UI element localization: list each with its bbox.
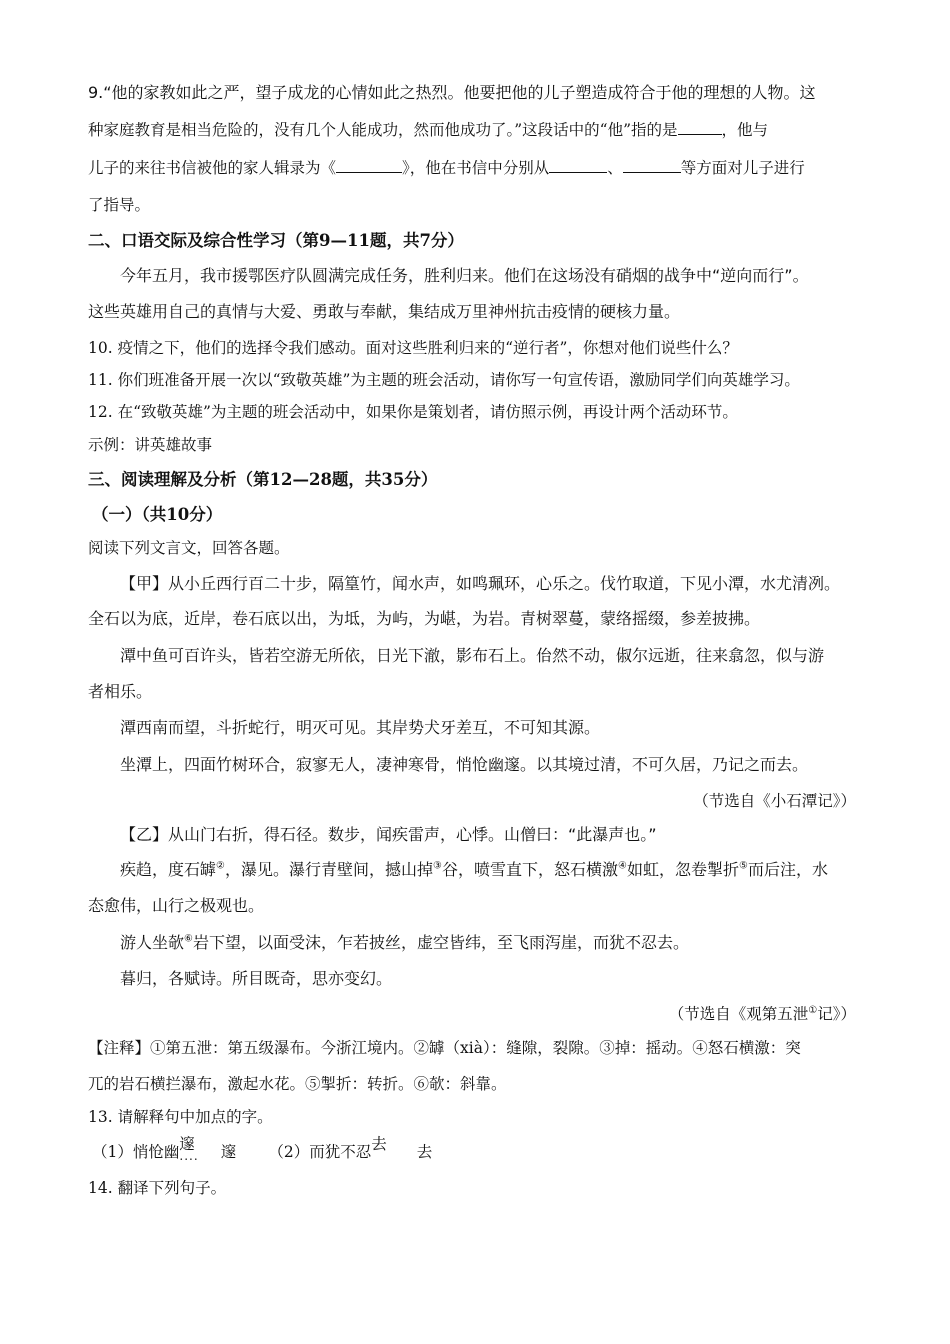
dotted-char: 邃 .... (179, 1135, 195, 1153)
answer-blank[interactable] (336, 158, 402, 173)
q9-line2: 种家庭教育是相当危险的，没有几个人能成功，然而他成功了。”这段话中的“他”指的是 ，他与 (88, 121, 769, 139)
question-14: 14. 翻译下列句子。 (88, 1179, 227, 1197)
note-marker-1: ① (808, 1004, 818, 1016)
answer-blank[interactable] (678, 120, 722, 135)
passage-yi-source: （节选自《观第五泄①记》） (668, 1004, 856, 1023)
question-13: 13. 请解释句中加点的字。 (88, 1108, 273, 1126)
note-marker-5: ⑤ (738, 860, 748, 872)
q9-line1: 9.“他的家教如此之严，望子成龙的心情如此之热烈。他要把他的儿子塑造成符合于他的理想的人物。这 (88, 83, 816, 102)
question-11: 11. 你们班准备开展一次以“致敬英雄”为主题的班会活动，请你写一句宣传语，激励同学们向英雄学习。 (88, 371, 800, 389)
section2-para2: 这些英雄用自己的真情与大爱、勇敢与奉献，集结成万里神州抗击疫情的硬核力量。 (88, 302, 681, 321)
note-marker-4: ④ (617, 860, 627, 872)
passage-jia-line1: 【甲】从小丘西行百二十步，隔篁竹，闻水声，如鸣珮环，心乐之。伐竹取道，下见小潭，水尤清冽。 (120, 574, 841, 593)
question-13-items: （1）悄怆幽邃 .... 邃 （2）而犹不忍去 去 (92, 1140, 432, 1162)
example-text: 示例：讲英雄故事 (88, 436, 213, 454)
annotation-line1: 【注释】①第五泄：第五级瀑布。今浙江境内。②罅（xià）：缝隙，裂隙。③掉：摇动。④怒石横激：突 (88, 1039, 801, 1057)
passage-yi-line5: 暮归，各赋诗。所目既奇，思亦变幻。 (120, 969, 393, 988)
passage-jia-source: （节选自《小石潭记》） (693, 792, 856, 810)
answer-blank[interactable] (549, 158, 607, 173)
section2-heading: 二、口语交际及综合性学习（第9—11题，共7分） (88, 231, 464, 250)
note-marker-3: ③ (433, 860, 442, 872)
passage-jia-line5: 潭西南而望，斗折蛇行，明灭可见。其岸势犬牙差互，不可知其源。 (120, 718, 601, 737)
note-marker-2: ② (216, 860, 225, 872)
question-10: 10. 疫情之下，他们的选择令我们感动。面对这些胜利归来的“逆行者”，你想对他们说些什么？ (88, 339, 738, 357)
passage-yi-line1: 【乙】从山门右折，得石径。数步，闻疾雷声，心悸。山僧曰：“此瀑声也。” (120, 825, 657, 844)
q9-line4: 了指导。 (88, 196, 151, 214)
passage-yi-line4: 游人坐欹⑥岩下望，以面受沫，乍若披丝，虚空皆纬，至飞雨泻崖，而犹不忍去。 (120, 933, 689, 952)
passage-jia-line2: 全石以为底，近岸，卷石底以出，为坻，为屿，为嵁，为岩。青树翠蔓，蒙络摇缀，参差披拂。 (88, 609, 761, 628)
section3-heading: 三、阅读理解及分析（第12—28题，共35分） (88, 470, 438, 489)
note-marker-6: ⑥ (184, 933, 193, 945)
passage-yi-line2: 疾趋，度石罅②，瀑见。瀑行青壁间，撼山掉③谷，喷雪直下，怒石横激④如虹，忽卷掣折⑤而后注，水 (120, 860, 828, 879)
passage-jia-line6: 坐潭上，四面竹树环合，寂寥无人，凄神寒骨，悄怆幽邃。以其境过清，不可久居，乃记之而去。 (120, 755, 809, 774)
section2-para1: 今年五月，我市援鄂医疗队圆满完成任务，胜利归来。他们在这场没有硝烟的战争中“逆向而行”。 (120, 266, 809, 285)
annotation-line2: 兀的岩石横拦瀑布，激起水花。⑤掣折：转折。⑥欹：斜靠。 (88, 1075, 507, 1093)
dotted-char: 去 (371, 1135, 387, 1153)
passage-jia-line3: 潭中鱼可百许头，皆若空游无所依，日光下澈，影布石上。佁然不动，俶尔远逝，往来翕忽，似与游 (120, 646, 825, 665)
section3-subheading: （一）（共10分） (92, 505, 223, 524)
passage-jia-line4: 者相乐。 (88, 682, 153, 701)
question-12: 12. 在“致敬英雄”为主题的班会活动中，如果你是策划者，请仿照示例，再设计两个活动环节。 (88, 403, 738, 421)
passage-yi-line3: 态愈伟，山行之极观也。 (88, 896, 265, 915)
answer-blank[interactable] (623, 158, 681, 173)
q9-line3: 儿子的来往书信被他的家人辑录为《 》，他在书信中分别从 、 等方面对儿子进行 (88, 159, 805, 177)
reading-intro: 阅读下列文言文，回答各题。 (88, 539, 290, 557)
